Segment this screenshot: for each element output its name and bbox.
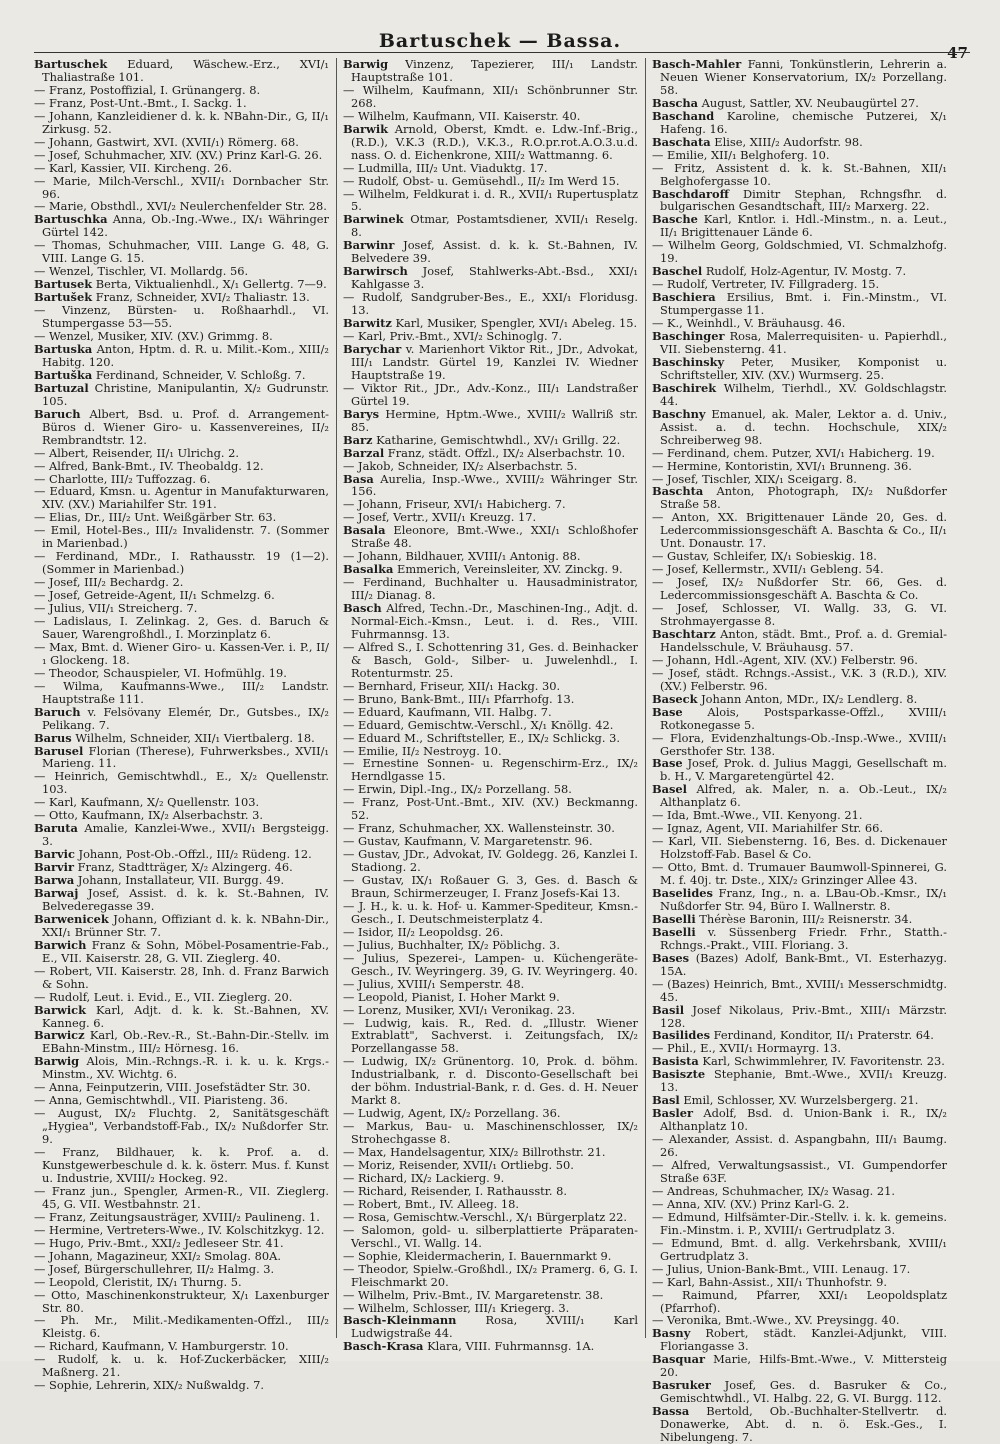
directory-entry: — Emil, Hotel-Bes., III/₂ Invalidenstr. 7. (Sommer in Marienbad.): [34, 523, 329, 551]
directory-entry: — Veronika, Bmt.-Wwe., XV. Preysingg. 40.: [652, 1313, 900, 1328]
directory-entry: — Franz, Zeitungsausträger, XVIII/₂ Paulineng. 1.: [34, 1209, 320, 1224]
directory-entry: — Karl, Kaufmann, X/₂ Quellenstr. 103.: [34, 795, 260, 810]
entry-surname: Basch-Krasa: [343, 1339, 424, 1354]
entry-surname: Baseck: [652, 691, 698, 706]
directory-entry: — Bruno, Bank-Bmt., III/₁ Pfarrhofg. 13.: [343, 691, 575, 706]
directory-entry: Basala Eleonore, Bmt.-Wwe., XXI/₁ Schloßhofer Straße 48.: [343, 523, 638, 551]
directory-entry: — Alfred, Bank-Bmt., IV. Theobaldg. 12.: [34, 458, 264, 473]
directory-entry: — Theodor, Schauspieler, VI. Hofmühlg. 19.: [34, 665, 287, 680]
directory-entry: — Karl, Priv.-Bmt., XVI/₂ Schinoglg. 7.: [343, 329, 563, 344]
directory-entry: — Josef, Vertr., XVII/₁ Kreuzg. 17.: [343, 510, 537, 525]
directory-entry: — (Bazes) Heinrich, Bmt., XVIII/₁ Messerschmidtg. 45.: [652, 976, 947, 1004]
directory-entry: Baseck Johann Anton, MDr., IX/₂ Lendlerg. 8.: [652, 691, 918, 706]
entry-surname: Baschata: [652, 134, 711, 149]
directory-entry: Basruker Josef, Ges. d. Basruker & Co., Gemischtwhdl., VI. Halbg. 22, G. VI. Burgg. 112.: [652, 1378, 947, 1406]
directory-entry: Baschata Elise, XIII/₂ Audorfstr. 98.: [652, 134, 863, 149]
directory-entry: — Gustav, JDr., Advokat, IV. Goldegg. 26, Kanzlei I. Stadiong. 2.: [343, 847, 638, 875]
directory-entry: — Anna, XIV. (XV.) Prinz Karl-G. 2.: [652, 1196, 850, 1211]
directory-entry: Baselli Thérèse Baronin, III/₂ Reisnerstr. 34.: [652, 911, 913, 926]
entry-surname: Baschta: [652, 484, 704, 499]
directory-entry: — Eduard, Kaufmann, VII. Halbg. 7.: [343, 704, 552, 719]
directory-entry: Barwick Karl, Adjt. d. k. k. St.-Bahnen, XV. Kanneg. 6.: [34, 1002, 329, 1030]
directory-entry: Barwicz Karl, Ob.-Rev.-R., St.-Bahn-Dir.-Stellv. im EBahn-Minstm., III/₂ Hörnesg. 16.: [34, 1028, 329, 1056]
directory-entry: — Edmund, Hilfsämter-Dir.-Stellv. i. k. k. gemeins. Fin.-Minstm. i. P., XVIII/₁ Gertrudplatz 3.: [652, 1209, 947, 1237]
directory-entry: — Marie, Obsthdl., XVI/₂ Neulerchenfelder Str. 28.: [34, 199, 327, 214]
directory-entry: Barwich Franz & Sohn, Möbel-Posamentrie-Fab., E., VII. Kaiserstr. 28, G. VII. Zieglerg. 40.: [34, 937, 329, 965]
entry-surname: Baschinger: [652, 329, 725, 344]
directory-entry: — Johann, Gastwirt, XVI. (XVII/₁) Römerg. 68.: [34, 134, 299, 149]
directory-entry: Baruch Albert, Bsd. u. Prof. d. Arrangement-Büros d. Wiener Giro- u. Kassenvereines, II/₂ Rembrandtstr. 12.: [34, 406, 329, 447]
directory-entry: — Max, Handelsagentur, XIX/₂ Billrothstr. 21.: [343, 1145, 606, 1160]
entry-surname: Barvic: [34, 847, 75, 862]
directory-entry: — Ernestine Sonnen- u. Regenschirm-Erz., IX/₂ Herndlgasse 15.: [343, 756, 638, 784]
directory-entry: — Franz, Post-Unt.-Bmt., XIV. (XV.) Beckmanng. 52.: [343, 795, 638, 823]
directory-entry: — Josef, Kellermstr., XVII/₁ Gebleng. 54.: [652, 562, 884, 577]
directory-entry: Basch-Krasa Klara, VIII. Fuhrmannsg. 1A.: [343, 1339, 595, 1354]
directory-entry: Basch-Kleinmann Rosa, XVIII/₁ Karl Ludwigstraße 44.: [343, 1313, 638, 1341]
directory-entry: Barvir Franz, Stadtträger, X/₂ Alzingerg. 46.: [34, 860, 293, 875]
directory-entry: — Bernhard, Friseur, XII/₁ Hackg. 30.: [343, 678, 561, 693]
entry-surname: Baschel: [652, 264, 703, 279]
directory-entry: — Phil., E., XVII/₁ Hormayrg. 13.: [652, 1041, 842, 1056]
directory-entry: — Ludwig, Agent, IX/₂ Porzellang. 36.: [343, 1106, 561, 1121]
entry-surname: Basquar: [652, 1352, 706, 1367]
directory-entry: Basquar Marie, Hilfs-Bmt.-Wwe., V. Mittersteig 20.: [652, 1352, 947, 1380]
entry-surname: Baselides: [652, 886, 713, 900]
directory-entry: Barwitz Karl, Musiker, Spengler, XVI/₁ Abeleg. 15.: [343, 316, 638, 331]
directory-entry: Basalka Emmerich, Vereinsleiter, XV. Zinckg. 9.: [343, 562, 623, 577]
entry-surname: Barusel: [34, 743, 84, 758]
directory-entry: — Otto, Maschinenkonstrukteur, X/₁ Laxenburger Str. 80.: [34, 1287, 329, 1315]
entry-surname: Bassa: [652, 1404, 690, 1419]
entry-surname: Basista: [652, 1054, 699, 1069]
directory-entry: — Leopold, Cleristit, IX/₁ Thurng. 5.: [34, 1274, 242, 1289]
entry-surname: Barwick: [34, 1002, 86, 1017]
directory-entry: — Josef, Bürgerschullehrer, II/₂ Halmg. 3.: [34, 1261, 275, 1276]
directory-entry: — Franz, Schuhmacher, XX. Wallensteinstr. 30.: [343, 821, 615, 836]
directory-entry: — Ph. Mr., Milit.-Medikamenten-Offzl., III/₂ Kleistg. 6.: [34, 1313, 329, 1341]
entry-surname: Basel: [652, 782, 687, 797]
directory-entry: Bartušek Franz, Schneider, XVI/₂ Thaliastr. 13.: [34, 290, 310, 305]
directory-entry: — Albert, Reisender, II/₁ Ulrichg. 2.: [34, 445, 239, 460]
directory-entry: — Wenzel, Musiker, XIV. (XV.) Grimmg. 8.: [34, 329, 273, 344]
directory-entry: — Ludwig, IX/₂ Grünentorg. 10, Prok. d. böhm. Industrialbank, r. d. Disconto-Gesellschaft bei der böhm. Industrial-Bank, r. d. Ges. d. H. Neuer Markt 8.: [343, 1054, 638, 1108]
directory-entry: Baschdaroff Dimitr Stephan, Rchngsfhr. d. bulgarischen Gesandtschaft, III/₂ Marxerg. 22.: [652, 186, 947, 214]
entry-surname: Baschdaroff: [652, 186, 729, 201]
entry-surname: Basiszte: [652, 1067, 706, 1082]
directory-entry: Baschel Rudolf, Holz-Agentur, IV. Mostg. 7.: [652, 264, 907, 279]
directory-entry: — Julius, Buchhalter, IX/₂ Pöblichg. 3.: [343, 937, 560, 952]
directory-entry: — Robert, Bmt., IV. Alleeg. 18.: [343, 1196, 519, 1211]
entry-surname: Barus: [34, 730, 72, 745]
directory-entry: Baschiera Ersilius, Bmt. i. Fin.-Minstm., VI. Stumpergasse 11.: [652, 290, 947, 318]
directory-entry: — Anton, XX. Brigittenauer Lände 20, Ges. d. Ledercommissionsgeschäft A. Baschta & Co., II/₁ Unt. Donaustr. 17.: [652, 510, 947, 551]
directory-entry: — Franz, Post-Unt.-Bmt., I. Sackg. 1.: [34, 95, 247, 110]
directory-entry: — Anna, Gemischtwhdl., VII. Piaristeng. 36.: [34, 1093, 289, 1108]
directory-entry: — Franz, Postoffizial, I. Grünangerg. 8.: [34, 82, 261, 97]
entry-surname: Baschny: [652, 406, 706, 421]
directory-entry: Base Alois, Postsparkasse-Offzl., XVIII/₁ Rotkonegasse 5.: [652, 704, 947, 732]
entry-surname: Baschtarz: [652, 626, 716, 641]
directory-entry: Bassa Bertold, Ob.-Buchhalter-Stellvertr. d. Donawerke, Abt. d. n. ö. Esk.-Ges., I. Nibelungeng. 7.: [652, 1404, 947, 1444]
directory-entry: Bartusek Berta, Viktualienhdl., X/₁ Gellertg. 7—9.: [34, 277, 327, 292]
header-rule: [34, 52, 970, 53]
directory-entry: — Ferdinand, Buchhalter u. Hausadministrator, III/₂ Dianag. 8.: [343, 575, 638, 603]
directory-entry: — Rosa, Gemischtw.-Verschl., X/₁ Bürgerplatz 22.: [343, 1209, 628, 1224]
directory-entry: — Franz, Bildhauer, k. k. Prof. a. d. Kunstgewerbeschule d. k. k. österr. Mus. f. Kunst u. Industrie, XVIII/₂ Hockeg. 92.: [34, 1145, 329, 1185]
directory-entry: — Jakob, Schneider, IX/₂ Alserbachstr. 5.: [343, 458, 578, 473]
entry-surname: Bartuschek: [34, 57, 108, 71]
directory-entry: — Eduard M., Schriftsteller, E., IX/₂ Schlickg. 3.: [343, 730, 620, 745]
entry-surname: Baselli: [652, 924, 696, 939]
entry-surname: Barwig: [343, 57, 389, 71]
entry-surname: Bartuzal: [34, 380, 89, 395]
entry-surname: Baruta: [34, 821, 78, 836]
directory-entry: — Isidor, II/₂ Leopoldsg. 26.: [343, 924, 504, 939]
directory-entry: — Wenzel, Tischler, VI. Mollardg. 56.: [34, 264, 249, 279]
directory-entry: — Josef, Schlosser, VI. Wallg. 33, G. VI. Strohmayergasse 8.: [652, 601, 947, 628]
entry-surname: Basche: [652, 212, 698, 227]
directory-entry: — Josef, III/₂ Bechardg. 2.: [34, 575, 184, 590]
entry-surname: Barychar: [343, 341, 402, 356]
entry-surname: Basch-Kleinmann: [343, 1313, 457, 1328]
directory-entry: — Rudolf, Sandgruber-Bes., E., XXI/₁ Floridusg. 13.: [343, 290, 638, 318]
entry-surname: Barvir: [34, 860, 74, 875]
directory-entry: Barzal Franz, städt. Offzl., IX/₂ Alserbachstr. 10.: [343, 445, 626, 460]
directory-entry: Baschinsky Peter, Musiker, Komponist u. Schriftsteller, XIV. (XV.) Wurmserg. 25.: [652, 354, 947, 382]
directory-entry: Barwenicek Johann, Offiziant d. k. k. NBahn-Dir., XXI/₁ Brünner Str. 7.: [34, 911, 329, 939]
directory-entry: — Vinzenz, Bürsten- u. Roßhaarhdl., VI. Stumpergasse 53—55.: [34, 303, 329, 331]
directory-entry: — Hermine, Kontoristin, XVI/₁ Brunneng. 36.: [652, 458, 912, 473]
entry-surname: Bartuschka: [34, 212, 108, 227]
directory-entry: Barwa Johann, Installateur, VII. Burgg. 49.: [34, 873, 285, 888]
directory-entry: Bases (Bazes) Adolf, Bank-Bmt., VI. Esterhazyg. 15A.: [652, 950, 947, 978]
directory-entry: — Wilhelm, Feldkurat i. d. R., XVII/₁ Rupertusplatz 5.: [343, 186, 638, 214]
directory-entry: Basler Adolf, Bsd. d. Union-Bank i. R., IX/₂ Althanplatz 10.: [652, 1106, 947, 1134]
directory-entry: — Sophie, Lehrerin, XIX/₂ Nußwaldg. 7.: [34, 1378, 264, 1393]
directory-entry: Bascha August, Sattler, XV. Neubaugürtel 27.: [652, 95, 919, 110]
directory-entry: Basilides Ferdinand, Konditor, II/₁ Praterstr. 64.: [652, 1028, 934, 1043]
directory-entry: Barusel Florian (Therese), Fuhrwerksbes., XVII/₁ Marieng. 11.: [34, 743, 329, 771]
directory-entry: — Richard, IX/₂ Lackierg. 9.: [343, 1170, 505, 1185]
entry-surname: Baschinsky: [652, 354, 725, 369]
entry-surname: Barzal: [343, 445, 385, 460]
column-divider: [336, 58, 337, 1338]
entry-surname: Bases: [652, 950, 690, 965]
directory-entry: — Josef, Tischler, XIX/₁ Sceigarg. 8.: [652, 471, 857, 486]
directory-entry: — Otto, Bmt. d. Trumauer Baumwoll-Spinnerei, G. M. f. 40j. tr. Dste., XIX/₂ Grinzinger Allee 43.: [652, 860, 947, 888]
directory-entry: Basil Josef Nikolaus, Priv.-Bmt., XIII/₁ Märzstr. 128.: [652, 1002, 947, 1030]
directory-entry: — Richard, Reisender, I. Rathausstr. 8.: [343, 1183, 568, 1198]
entry-surname: Bascha: [652, 95, 699, 110]
directory-entry: — Ladislaus, I. Zelinkag. 2, Ges. d. Baruch & Sauer, Warengroßhdl., I. Morzinplatz 6.: [34, 613, 329, 641]
directory-entry: — Rudolf, Leut. i. Evid., E., VII. Zieglerg. 20.: [34, 989, 293, 1004]
directory-entry: Baschny Emanuel, ak. Maler, Lektor a. d. Univ., Assist. a. d. techn. Hochschule, XIX/₂ Schreiberweg 98.: [652, 406, 947, 447]
entry-surname: Barwirsch: [343, 264, 408, 279]
directory-entry: Bartuska Anton, Hptm. d. R. u. Milit.-Kom., XIII/₂ Habitg. 120.: [34, 341, 329, 369]
directory-entry: Basl Emil, Schlosser, XV. Wurzelsbergerg. 21.: [652, 1093, 919, 1108]
directory-entry: — Heinrich, Gemischtwhdl., E., X/₂ Quellenstr. 103.: [34, 769, 329, 797]
directory-entry: — Erwin, Dipl.-Ing., IX/₂ Porzellang. 58.: [343, 782, 572, 797]
directory-entry: — Johann, Magazineur, XXI/₂ Smolag. 80A.: [34, 1248, 282, 1263]
directory-entry: Basch Alfred, Techn.-Dr., Maschinen-Ing., Adjt. d. Normal-Eich.-Kmsn., Leut. i. d. Res., VIII. Fuhrmannsg. 13.: [343, 601, 638, 641]
directory-entry: Baschtarz Anton, städt. Bmt., Prof. a. d. Gremial-Handelsschule, V. Bräuhausg. 57.: [652, 626, 947, 654]
entry-surname: Barys: [343, 406, 380, 421]
directory-entry: — Ida, Bmt.-Wwe., VII. Kenyong. 21.: [652, 808, 863, 823]
directory-entry: Base Josef, Prok. d. Julius Maggi, Gesellschaft m. b. H., V. Margaretengürtel 42.: [652, 756, 947, 784]
directory-entry: — Wilhelm, Schlosser, III/₁ Kriegerg. 3.: [343, 1300, 570, 1315]
directory-entry: Baschta Anton, Photograph, IX/₂ Nußdorfer Straße 58.: [652, 484, 947, 512]
directory-entry: Baruta Amalie, Kanzlei-Wwe., XVII/₁ Bergsteigg. 3.: [34, 821, 329, 849]
directory-entry: — Gustav, Schleifer, IX/₁ Sobieskig. 18.: [652, 549, 877, 564]
directory-entry: — Lorenz, Musiker, XVI/₁ Veronikag. 23.: [343, 1002, 576, 1017]
column-middle: [343, 57, 638, 1354]
directory-entry: Baschand Karoline, chemische Putzerei, X/₁ Hafeng. 16.: [652, 108, 947, 136]
directory-entry: — August, IX/₂ Fluchtg. 2, Sanitätsgeschäft „Hygiea", Verbandstoff-Fab., IX/₂ Nußdorfer Str. 9.: [34, 1106, 329, 1147]
entry-surname: Basch-Mahler: [652, 57, 742, 71]
directory-entry: Baschirek Wilhelm, Tierhdl., XV. Goldschlagstr. 44.: [652, 380, 947, 408]
directory-entry: — Johann, Bildhauer, XVIII/₁ Antonig. 88.: [343, 549, 581, 564]
entry-surname: Bartuška: [34, 367, 93, 382]
directory-entry: Basny Robert, städt. Kanzlei-Adjunkt, VIII. Floriangasse 3.: [652, 1326, 947, 1354]
directory-entry: — Ferdinand, chem. Putzer, XVI/₁ Habicherg. 19.: [652, 445, 935, 460]
entry-surname: Basil: [652, 1002, 685, 1017]
directory-entry: — Salomon, gold- u. silberplattierte Präparaten-Verschl., VI. Wallg. 14.: [343, 1222, 638, 1250]
entry-surname: Baselli: [652, 911, 696, 926]
directory-entry: — Edmund, Bmt. d. allg. Verkehrsbank, XVIII/₁ Gertrudplatz 3.: [652, 1235, 947, 1263]
entry-surname: Baschirek: [652, 380, 717, 395]
directory-entry: Barwig Alois, Min.-Rchngs.-R. i. k. u. k. Krgs.-Minstm., XV. Wichtg. 6.: [34, 1054, 329, 1082]
entry-surname: Barwenicek: [34, 911, 109, 926]
directory-entry: — Karl, Bahn-Assist., XII/₁ Thunhofstr. 9.: [652, 1274, 888, 1289]
directory-entry: — Markus, Bau- u. Maschinenschlosser, IX/₂ Strohechgasse 8.: [343, 1119, 638, 1147]
directory-entry: Baruch v. Felsövany Elemér, Dr., Gutsbes., IX/₂ Pelikang. 7.: [34, 704, 329, 732]
directory-entry: Basa Aurelia, Insp.-Wwe., XVIII/₂ Währinger Str. 156.: [343, 471, 638, 499]
directory-entry: Basel Alfred, ak. Maler, n. a. Ob.-Leut., IX/₂ Althanplatz 6.: [652, 782, 947, 810]
entry-surname: Bartuska: [34, 341, 93, 356]
entry-surname: Barwik: [343, 121, 389, 136]
directory-entry: Barus Wilhelm, Schneider, XII/₁ Viertbalerg. 18.: [34, 730, 315, 745]
directory-entry: — Gustav, Kaufmann, V. Margaretenstr. 96.: [343, 834, 593, 849]
directory-entry: — Josef, IX/₂ Nußdorfer Str. 66, Ges. d. Ledercommissionsgeschäft A. Baschta & Co.: [652, 575, 947, 603]
directory-entry: Barwinr Josef, Assist. d. k. k. St.-Bahnen, IV. Belvedere 39.: [343, 238, 638, 266]
directory-entry: — Ludwig, kais. R., Red. d. „Illustr. Wiener Extrablatt", Sachverst. i. Zeitungsfach, IX/₂ Porzellangasse 58.: [343, 1015, 638, 1056]
entry-surname: Basler: [652, 1106, 693, 1121]
column-divider: [645, 58, 646, 1338]
entry-surname: Barwich: [34, 937, 87, 952]
entry-surname: Basalka: [343, 562, 394, 577]
directory-entry: — Wilhelm, Priv.-Bmt., IV. Margaretenstr. 38.: [343, 1287, 604, 1302]
directory-entry: Bartuzal Christine, Manipulantin, X/₂ Gudrunstr. 105.: [34, 380, 329, 408]
directory-entry: Basista Karl, Schwimmlehrer, IV. Favoritenstr. 23.: [652, 1054, 945, 1069]
directory-entry: — Josef, Getreide-Agent, II/₁ Schmelzg. 6.: [34, 588, 275, 603]
entry-surname: Basala: [343, 523, 386, 538]
directory-entry: — Moriz, Reisender, XVII/₁ Ortliebg. 50.: [343, 1158, 574, 1173]
entry-surname: Basa: [343, 471, 374, 486]
directory-entry: — Wilhelm Georg, Goldschmied, VI. Schmalzhofg. 19.: [652, 238, 947, 266]
directory-entry: — Eduard, Gemischtw.-Verschl., X/₁ Knöllg. 42.: [343, 717, 614, 732]
directory-entry: — Ludmilla, III/₂ Unt. Viaduktg. 17.: [343, 160, 548, 175]
directory-entry: — Max, Bmt. d. Wiener Giro- u. Kassen-Ver. i. P., II/₁ Glockeng. 18.: [34, 639, 329, 667]
directory-entry: — Wilma, Kaufmanns-Wwe., III/₂ Landstr. Hauptstraße 111.: [34, 678, 329, 706]
directory-entry: — Alfred, Verwaltungsassist., VI. Gumpendorfer Straße 63F.: [652, 1158, 947, 1185]
directory-entry: Bartuschek Eduard, Wäschew.-Erz., XVI/₁ Thaliastraße 101.: [34, 57, 329, 84]
entry-surname: Base: [652, 756, 683, 771]
directory-entry: Barwaj Josef, Assist. d. k. k. St.-Bahnen, IV. Belvederegasse 39.: [34, 886, 329, 913]
entry-surname: Bartusek: [34, 277, 93, 292]
directory-entry: — Alfred S., I. Schottenring 31, Ges. d. Beinhacker & Basch, Gold-, Silber- u. Juwelenhdl., I. Rotenturmstr. 25.: [343, 639, 638, 680]
directory-entry: Baselides Franz, Ing., n. a. LBau-Ob.-Kmsr., IX/₁ Nußdorfer Str. 94, Büro I. Wallnerstr. 8.: [652, 886, 947, 913]
entry-surname: Barwicz: [34, 1028, 85, 1043]
directory-entry: — Wilhelm, Kaufmann, XII/₁ Schönbrunner Str. 268.: [343, 82, 638, 110]
directory-entry: — Wilhelm, Kaufmann, VII. Kaiserstr. 40.: [343, 108, 581, 123]
directory-entry: — Karl, VII. Siebensterng. 16, Bes. d. Dickenauer Holzstoff-Fab. Basel & Co.: [652, 834, 947, 862]
directory-entry: — Johann, Hdl.-Agent, XIV. (XV.) Felberstr. 96.: [652, 652, 918, 667]
directory-entry: — Rudolf, k. u. k. Hof-Zuckerbäcker, XIII/₂ Maßnerg. 21.: [34, 1352, 329, 1380]
directory-entry: — Julius, Union-Bank-Bmt., VIII. Lenaug. 17.: [652, 1261, 911, 1276]
directory-entry: — Johann, Kanzleidiener d. k. k. NBahn-Dir., G, II/₁ Zirkusg. 52.: [34, 108, 329, 136]
directory-entry: — Ferdinand, MDr., I. Rathausstr. 19 (1—2). (Sommer in Marienbad.): [34, 549, 329, 577]
entry-surname: Bartušek: [34, 290, 93, 305]
directory-entry: — Robert, VII. Kaiserstr. 28, Inh. d. Franz Barwich & Sohn.: [34, 963, 329, 991]
directory-entry: Barychar v. Marienhort Viktor Rit., JDr., Advokat, III/₁ Landstr. Gürtel 19, Kanzlei IV. Wiedner Hauptstraße 19.: [343, 341, 638, 382]
directory-entry: Barz Katharine, Gemischtwhdl., XV/₁ Grillg. 22.: [343, 432, 621, 447]
entry-surname: Basny: [652, 1326, 691, 1341]
directory-entry: Basch-Mahler Fanni, Tonkünstlerin, Lehrerin a. Neuen Wiener Konservatorium, IX/₂ Porzellang. 58.: [652, 57, 947, 97]
directory-entry: — Hermine, Vertreters-Wwe., IV. Kolschitzkyg. 12.: [34, 1222, 325, 1237]
directory-entry: — Otto, Kaufmann, IX/₂ Alserbachstr. 3.: [34, 808, 264, 823]
directory-entry: — Thomas, Schuhmacher, VIII. Lange G. 48, G. VIII. Lange G. 15.: [34, 238, 329, 266]
directory-entry: — Raimund, Pfarrer, XXI/₁ Leopoldsplatz (Pfarrhof).: [652, 1287, 947, 1315]
entry-surname: Barwaj: [34, 886, 79, 900]
directory-entry: Bartuschka Anna, Ob.-Ing.-Wwe., IX/₁ Währinger Gürtel 142.: [34, 212, 329, 240]
column-right: [652, 57, 947, 1444]
directory-entry: Bartuška Ferdinand, Schneider, V. Schloßg. 7.: [34, 367, 306, 382]
directory-entry: — Flora, Evidenzhaltungs-Ob.-Insp.-Wwe., XVIII/₁ Gersthofer Str. 138.: [652, 730, 947, 758]
directory-entry: — K., Weinhdl., V. Bräuhausg. 46.: [652, 316, 846, 331]
entry-surname: Baruch: [34, 406, 81, 421]
directory-entry: — Franz jun., Spengler, Armen-R., VII. Zieglerg. 45, G. VII. Westbahnstr. 21.: [34, 1183, 329, 1211]
directory-entry: Baselli v. Süssenberg Friedr. Frhr., Statth.-Rchngs.-Prakt., VIII. Floriang. 3.: [652, 924, 947, 952]
entry-surname: Baruch: [34, 704, 81, 719]
directory-entry: — Eduard, Kmsn. u. Agentur in Manufakturwaren, XIV. (XV.) Mariahilfer Str. 191.: [34, 484, 329, 512]
entry-surname: Base: [652, 704, 683, 719]
directory-entry: — Julius, VII/₁ Streicherg. 7.: [34, 601, 198, 616]
directory-entry: — Richard, Kaufmann, V. Hamburgerstr. 10.: [34, 1339, 289, 1354]
entry-surname: Basruker: [652, 1378, 711, 1393]
directory-entry: Basiszte Stephanie, Bmt.-Wwe., XVII/₁ Kreuzg. 13.: [652, 1067, 947, 1095]
entry-surname: Basch: [343, 601, 382, 616]
entry-surname: Barz: [343, 432, 373, 447]
directory-entry: — Leopold, Pianist, I. Hoher Markt 9.: [343, 989, 560, 1004]
column-left: [34, 57, 329, 1393]
directory-entry: Barwig Vinzenz, Tapezierer, III/₁ Landstr. Hauptstraße 101.: [343, 57, 638, 84]
directory-entry: — J. H., k. u. k. Hof- u. Kammer-Spediteur, Kmsn.-Gesch., I. Deutschmeisterplatz 4.: [343, 898, 638, 926]
directory-entry: — Emilie, XII/₁ Belghoferg. 10.: [652, 147, 830, 162]
entry-surname: Baschand: [652, 108, 715, 123]
directory-entry: Barwik Arnold, Oberst, Kmdt. e. Ldw.-Inf.-Brig., (R.D.), V.K.3 (R.D.), V.K.3., R.O.pr.rot.A.O.3.u.d. nass. O. d. Eichenkrone, XIII/₂ Wattmanng. 6.: [343, 121, 638, 162]
entry-surname: Barwa: [34, 873, 75, 888]
directory-entry: — Viktor Rit., JDr., Adv.-Konz., III/₁ Landstraßer Gürtel 19.: [343, 380, 638, 408]
directory-entry: Baschinger Rosa, Malerrequisiten- u. Papierhdl., VII. Siebensterng. 41.: [652, 329, 947, 356]
directory-entry: Barvic Johann, Post-Ob.-Offzl., III/₂ Rüdeng. 12.: [34, 847, 312, 862]
directory-entry: — Emilie, II/₂ Nestroyg. 10.: [343, 743, 502, 758]
directory-entry: — Alexander, Assist. d. Aspangbahn, III/₁ Baumg. 26.: [652, 1132, 947, 1160]
directory-entry: — Gustav, IX/₁ Roßauer G. 3, Ges. d. Basch & Braun, Schirmerzeuger, I. Franz Josefs-Kai 13.: [343, 873, 638, 900]
entry-surname: Barwinr: [343, 238, 395, 253]
directory-entry: — Marie, Milch-Verschl., XVII/₁ Dornbacher Str. 96.: [34, 173, 329, 201]
directory-entry: — Fritz, Assistent d. k. k. St.-Bahnen, XII/₁ Belghofergasse 10.: [652, 160, 947, 188]
directory-entry: — Theodor, Spielw.-Großhdl., IX/₂ Pramerg. 6, G. I. Fleischmarkt 20.: [343, 1261, 638, 1289]
entry-surname: Barwinek: [343, 212, 404, 227]
directory-entry: — Johann, Friseur, XVI/₁ Habicherg. 7.: [343, 497, 566, 512]
entry-surname: Barwitz: [343, 316, 392, 331]
entry-surname: Basl: [652, 1093, 680, 1108]
directory-entry: — Hugo, Priv.-Bmt., XXI/₂ Jedleseer Str. 41.: [34, 1235, 284, 1250]
directory-entry: — Charlotte, III/₂ Tuffozzag. 6.: [34, 471, 211, 486]
directory-entry: Barys Hermine, Hptm.-Wwe., XVIII/₂ Wallriß str. 85.: [343, 406, 638, 434]
directory-entry: Barwirsch Josef, Stahlwerks-Abt.-Bsd., XXI/₁ Kahlgasse 3.: [343, 264, 638, 292]
directory-entry: — Josef, Schuhmacher, XIV. (XV.) Prinz Karl-G. 26.: [34, 147, 323, 162]
directory-entry: — Josef, städt. Rchngs.-Assist., V.K. 3 (R.D.), XIV. (XV.) Felberstr. 96.: [652, 665, 947, 693]
page-number: 47: [947, 44, 968, 62]
directory-entry: — Julius, Spezerei-, Lampen- u. Küchengeräte-Gesch., IV. Weyringerg. 39, G. IV. Weyringerg. 40.: [343, 950, 638, 978]
directory-entry: — Rudolf, Obst- u. Gemüsehdl., II/₂ Im Werd 15.: [343, 173, 620, 188]
directory-entry: — Rudolf, Vertreter, IV. Fillgraderg. 15.: [652, 277, 880, 292]
directory-entry: Basche Karl, Kntlor. i. Hdl.-Minstm., n. a. Leut., II/₁ Brigittenauer Lände 6.: [652, 212, 947, 240]
directory-entry: — Anna, Feinputzerin, VIII. Josefstädter Str. 30.: [34, 1080, 311, 1095]
entry-surname: Barwig: [34, 1054, 80, 1069]
directory-entry: — Julius, XVIII/₁ Semperstr. 48.: [343, 976, 525, 991]
directory-entry: — Sophie, Kleidermacherin, I. Bauernmarkt 9.: [343, 1248, 612, 1263]
directory-entry: — Ignaz, Agent, VII. Mariahilfer Str. 66.: [652, 821, 883, 836]
running-head: Bartuschek — Bassa.: [378, 30, 622, 52]
entry-surname: Baschiera: [652, 290, 716, 305]
directory-entry: Barwinek Otmar, Postamtsdiener, XVII/₁ Reselg. 8.: [343, 212, 638, 240]
directory-entry: — Andreas, Schuhmacher, IX/₂ Wasag. 21.: [652, 1183, 896, 1198]
directory-entry: — Karl, Kassier, VII. Kircheng. 26.: [34, 160, 232, 175]
entry-surname: Basilides: [652, 1028, 711, 1043]
directory-entry: — Elias, Dr., III/₂ Unt. Weißgärber Str. 63.: [34, 510, 277, 525]
